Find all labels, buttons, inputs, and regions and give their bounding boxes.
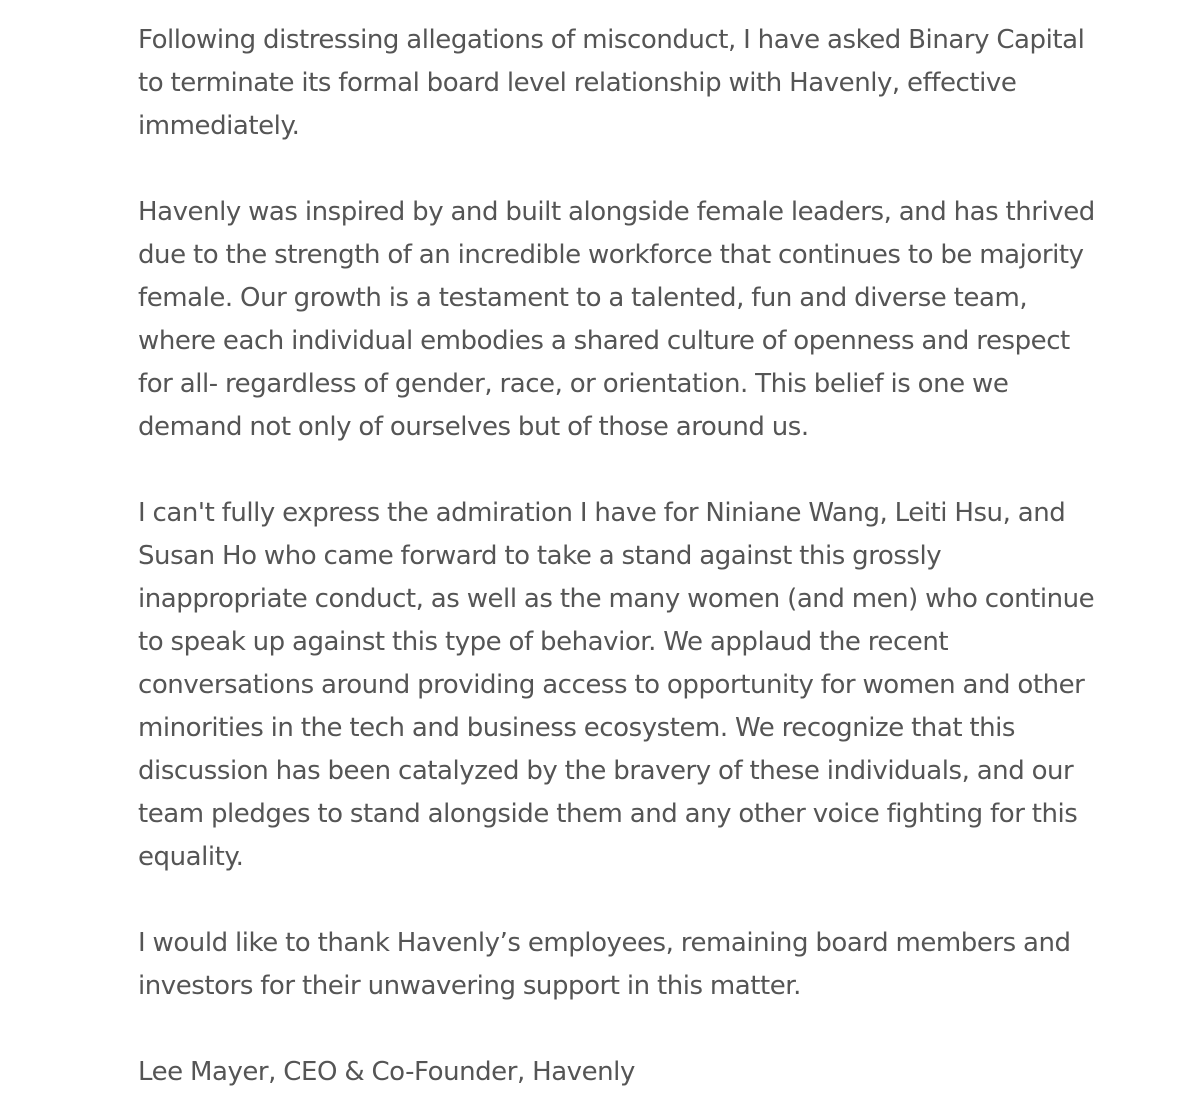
paragraph-termination bbox=[138, 19, 1085, 148]
text-line: female. Our growth is a testament to a talented, fun and diverse team, bbox=[138, 283, 1028, 313]
text-line: discussion has been catalyzed by the bravery of these individuals, and our bbox=[138, 756, 1074, 786]
paragraph-culture bbox=[138, 191, 1095, 449]
text-line: where each individual embodies a shared culture of openness and respect bbox=[138, 326, 1070, 356]
text-line: immediately. bbox=[138, 111, 300, 141]
text-line: I can't fully express the admiration I have for Niniane Wang, Leiti Hsu, and bbox=[138, 498, 1066, 528]
text-line: due to the strength of an incredible workforce that continues to be majority bbox=[138, 240, 1084, 270]
text-line: team pledges to stand alongside them and any other voice fighting for this bbox=[138, 799, 1078, 829]
text-line: equality. bbox=[138, 842, 244, 872]
paragraph-thanks bbox=[138, 922, 1071, 1008]
text-line: demand not only of ourselves but of those around us. bbox=[138, 412, 809, 442]
statement-body bbox=[138, 19, 1095, 1094]
text-line: minorities in the tech and business ecosystem. We recognize that this bbox=[138, 713, 1016, 743]
text-line: Susan Ho who came forward to take a stand against this grossly bbox=[138, 541, 942, 571]
paragraph-admiration bbox=[138, 492, 1095, 879]
text-line: I would like to thank Havenly’s employees, remaining board members and bbox=[138, 928, 1071, 958]
text-line: Havenly was inspired by and built alongside female leaders, and has thrived bbox=[138, 197, 1095, 227]
text-line: inappropriate conduct, as well as the many women (and men) who continue bbox=[138, 584, 1095, 614]
text-line: Following distressing allegations of misconduct, I have asked Binary Capital bbox=[138, 25, 1085, 55]
text-line: investors for their unwavering support in this matter. bbox=[138, 971, 801, 1001]
text-line: to speak up against this type of behavior. We applaud the recent bbox=[138, 627, 949, 657]
signature bbox=[138, 1051, 1048, 1094]
text-line: conversations around providing access to opportunity for women and other bbox=[138, 670, 1085, 700]
signature-line: Lee Mayer, CEO & Co-Founder, Havenly bbox=[138, 1057, 635, 1087]
text-line: to terminate its formal board level relationship with Havenly, effective bbox=[138, 68, 1017, 98]
text-line: for all- regardless of gender, race, or orientation. This belief is one we bbox=[138, 369, 1009, 399]
